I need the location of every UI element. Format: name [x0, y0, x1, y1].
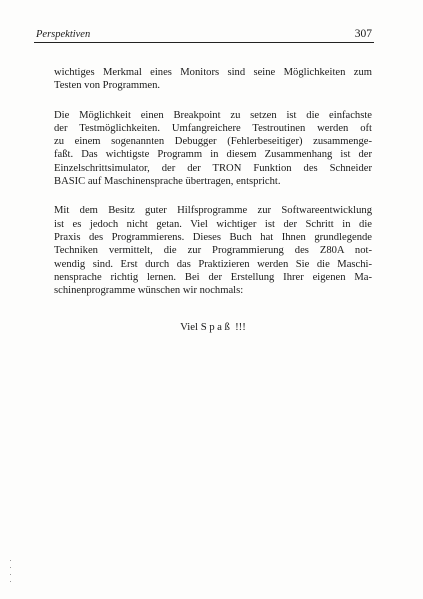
text-line: Mit dem Besitz guter Hilfsprogramme zur Softwareentwicklung: [54, 205, 372, 217]
closing-word-viel: Viel: [180, 321, 199, 333]
text-line: schinenprogramme wünschen wir nochmals:: [54, 285, 244, 297]
text-line: zu einem sogenannten Debugger (Fehlerbeseitiger) zusammenge-: [54, 136, 372, 148]
running-header: [34, 28, 374, 43]
text-line: BASIC auf Maschinensprache übertragen, entspricht.: [54, 176, 281, 188]
paragraph-2: [54, 109, 372, 189]
text-line: Die Möglichkeit einen Breakpoint zu setzen ist die einfachste: [54, 109, 372, 121]
scan-dot: [10, 567, 11, 568]
closing-line: [54, 320, 372, 334]
text-line: ist es jedoch nicht getan. Viel wichtiger ist der Schritt in die: [54, 218, 372, 230]
text-line: faßt. Das wichtigste Programm in diesem Zusammenhang ist der: [54, 149, 372, 161]
text-line: Praxis des Programmierens. Dieses Buch hat Ihnen grundlegende: [54, 231, 372, 243]
section-title: Perspektiven: [36, 29, 91, 40]
margin-scan-marks: [10, 560, 14, 596]
text-line: Testen von Programmen.: [54, 80, 161, 92]
closing-word-spass: Spaß: [200, 321, 233, 333]
scan-dot: [10, 581, 11, 582]
text-line: wendig sind. Erst durch das Praktizieren werden Sie die Maschi-: [54, 258, 372, 270]
paragraph-3: [54, 204, 372, 297]
text-line: wichtiges Merkmal eines Monitors sind seine Möglichkeiten zum: [54, 67, 372, 78]
scan-dot: [10, 574, 11, 575]
text-line: Einzelschrittsimulator, der der TRON Funktion des Schneider: [54, 162, 372, 174]
page-number: 307: [354, 28, 372, 40]
body-text: [54, 66, 372, 313]
text-line: nensprache richtig lernen. Bei der Erstellung Ihrer eigenen Ma-: [54, 271, 372, 283]
text-line: Techniken vermittelt, die zur Programmierung des Z80A not-: [54, 245, 372, 257]
closing-exclamation: !!!: [235, 321, 246, 333]
paragraph-1: [54, 66, 372, 93]
scan-dot: [10, 560, 11, 561]
text-line: der Testmöglichkeiten. Umfangreichere Testroutinen werden oft: [54, 122, 372, 134]
